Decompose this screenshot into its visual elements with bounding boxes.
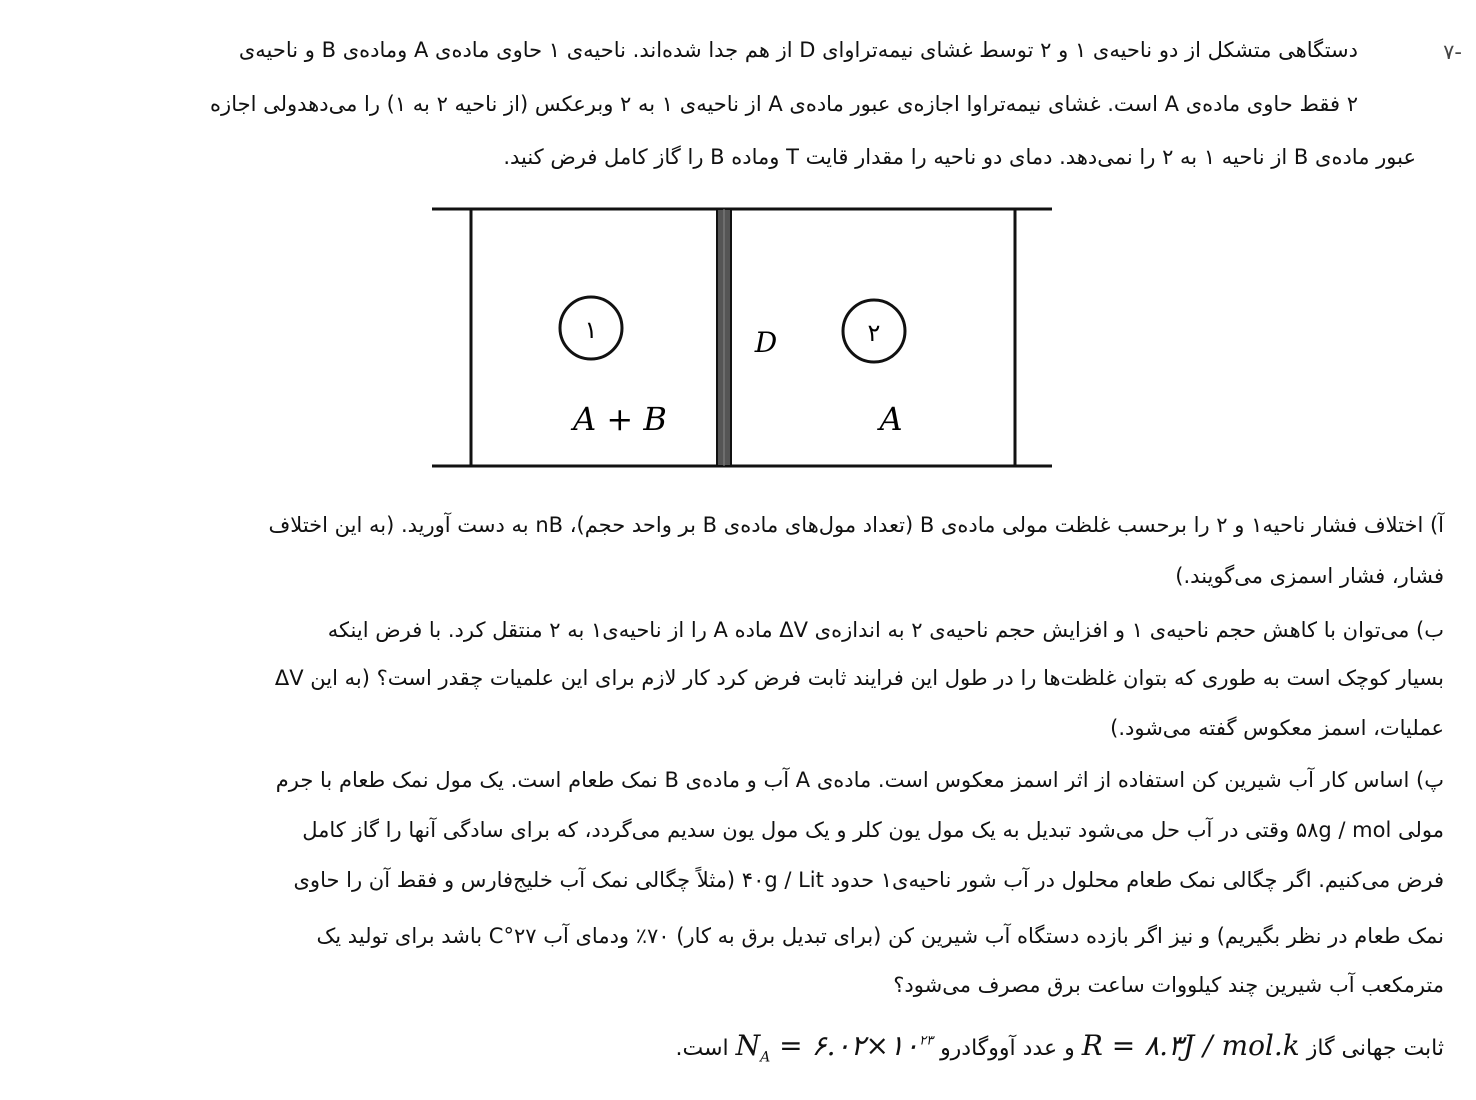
gas-constant: R = ۸.۳J / mol.k [1081, 1029, 1300, 1062]
part-c-line-5: مترمکعب آب شیرین چند کیلووات ساعت برق مصرف می‌شود؟ [893, 973, 1444, 997]
avogadro-subscript: A [760, 1049, 771, 1066]
part-a-line-2: فشار، فشار اسمزی می‌گویند.) [1175, 564, 1444, 588]
region2-content: A [879, 400, 903, 438]
intro-line-2: ۲ فقط حاوی ماده‌ی A است. غشای نیمه‌تراوا اجازه‌ی عبور ماده‌ی A از ناحیه‌ی ۱ به ۲ وبرعکس (از ناحیه ۲ به ۱) را می‌دهدولی اجازه [210, 92, 1358, 116]
region2-label: ۲ [867, 319, 881, 347]
membrane-label: D [754, 326, 778, 359]
constants-line [675, 1029, 1444, 1066]
intro-line-1: دستگاهی متشکل از دو ناحیه‌ی ۱ و ۲ توسط غشای نیمه‌تراوای D از هم جدا شده‌اند. ناحیه‌ی ۱ حاوی ماده‌ی A وماده‌ی B و ناحیه‌ی [238, 38, 1358, 62]
avogadro-exponent: ۲۳ [919, 1033, 934, 1049]
membrane-diagram [430, 200, 1056, 475]
constants-prefix: ثابت جهانی گاز [1306, 1036, 1444, 1061]
part-c-line-1: پ) اساس کار آب شیرین کن استفاده از اثر اسمز معکوس است. ماده‌ی A آب و ماده‌ی B نمک طعام است. یک مول نمک طعام با جرم [275, 768, 1444, 792]
part-b-line-1: ب) می‌توان با کاهش حجم ناحیه‌ی ۱ و افزایش حجم ناحیه‌ی ۲ به اندازه‌ی ΔV ماده A را از ناحیه‌ی۱ به ۲ منتقل کرد. با فرض اینکه [327, 618, 1444, 642]
question-number: -۷ [1443, 40, 1462, 64]
region1-content: A + B [573, 400, 667, 438]
part-c-line-2: مولی ۵۸g / mol وقتی در آب حل می‌شود تبدیل به یک مول یون کلر و یک مول یون سدیم می‌گردد، که برای سادگی آنها را گاز کامل [302, 818, 1444, 842]
avogadro-value: = ۶.۰۲×۱۰ [779, 1029, 920, 1062]
part-a-line-1: آ) اختلاف فشار ناحیه۱ و ۲ را برحسب غلظت مولی ماده‌ی B (تعداد مول‌های ماده‌ی B بر واحد حجم)، nB به دست آورید. (به این اختلاف [268, 513, 1444, 537]
intro-line-3: عبور ماده‌ی B از ناحیه ۱ به ۲ را نمی‌دهد. دمای دو ناحیه را مقدار قایت T وماده B را گاز کامل فرض کنید. [503, 145, 1416, 169]
part-c-line-4: نمک طعام در نظر بگیریم) و نیز اگر بازده دستگاه آب شیرین کن (برای تبدیل برق به کار) ۷۰٪ ودمای آب ۲۷°C باشد برای تولید یک [316, 924, 1444, 948]
part-c-line-3: فرض می‌کنیم. اگر چگالی نمک طعام محلول در آب شور ناحیه‌ی۱ حدود ۴۰g / Lit (مثلاً چگالی نمک آب خلیج‌فارس و فقط آن را حاوی [293, 868, 1444, 892]
avogadro-symbol: N [735, 1029, 761, 1062]
part-b-line-2: ΔV بسیار کوچک است به طوری که بتوان غلظت‌ها را در طول این فرایند ثابت فرض کرد کار لازم برای این علمیات چقدر است؟ (به این [274, 666, 1444, 690]
constants-suffix: است. [675, 1036, 729, 1061]
constants-middle: و عدد آووگادرو [940, 1036, 1075, 1061]
avogadro-number [735, 1029, 934, 1066]
part-b-line-3: عملیات، اسمز معکوس گفته می‌شود.) [1110, 716, 1444, 740]
region1-label: ۱ [584, 316, 598, 344]
